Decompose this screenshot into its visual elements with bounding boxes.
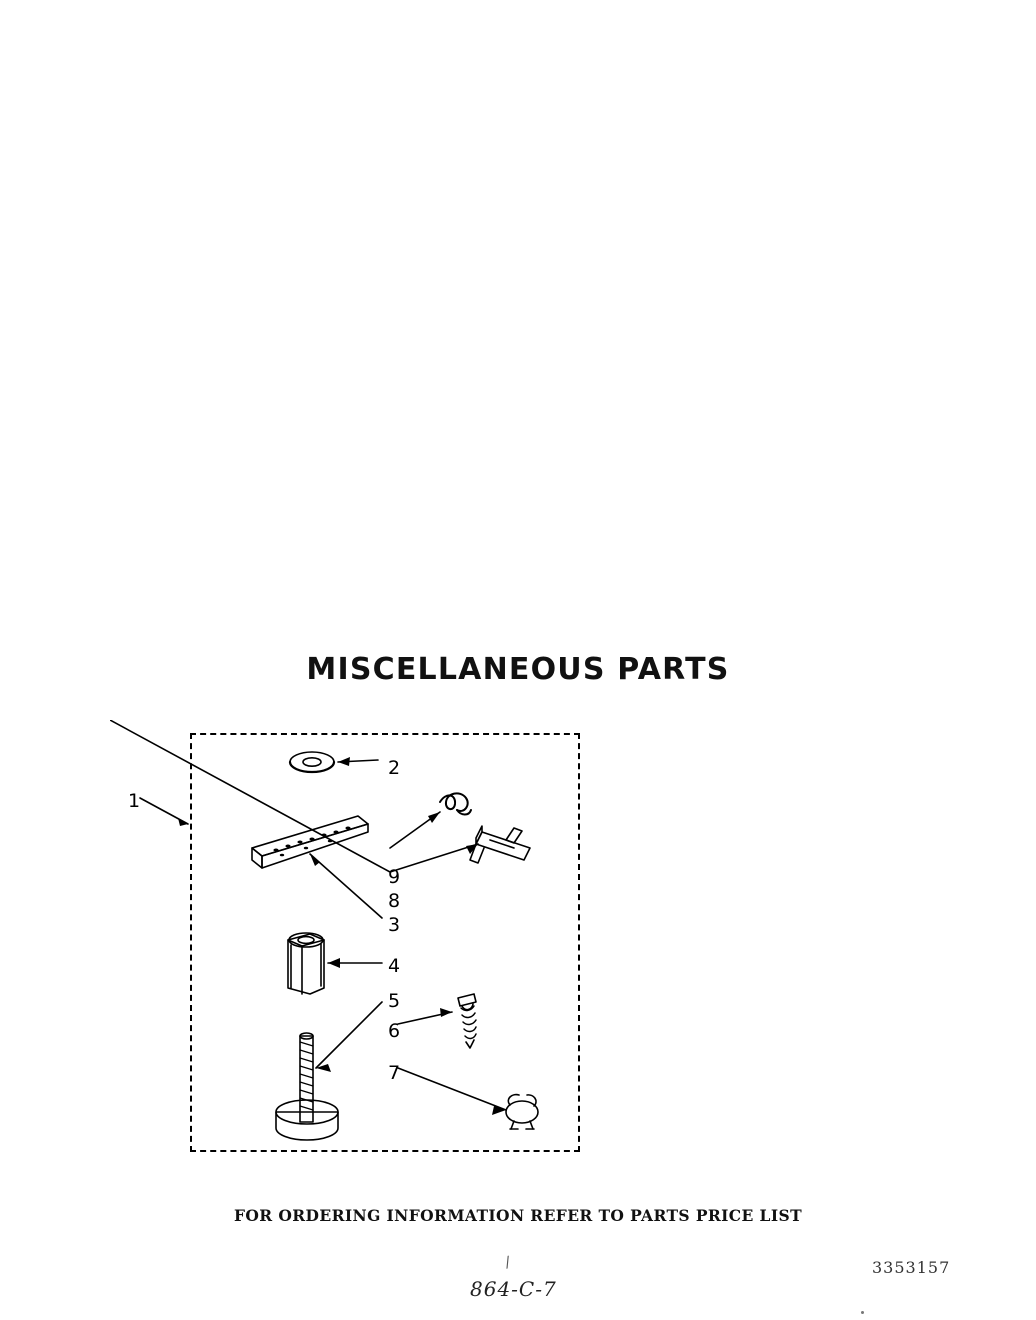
callout-7: 7 [388, 1062, 401, 1084]
part-hose-clamp [506, 1095, 538, 1129]
leader-line-6 [398, 1008, 452, 1024]
callout-1: 1 [128, 790, 141, 812]
part-hex-spacer-nut [288, 933, 324, 994]
leader-line-1 [140, 798, 188, 826]
leader-line-7 [398, 1068, 506, 1115]
page-title: MISCELLANEOUS PARTS [306, 652, 730, 687]
part-perforated-bracket-strip [252, 816, 368, 868]
part-short-spring-screw [458, 994, 476, 1048]
sheet-code: 864-C-7 [470, 1277, 557, 1301]
leader-line-3 [310, 854, 382, 918]
scan-speck [861, 1311, 864, 1314]
callout-4: 4 [388, 955, 401, 977]
page-mark: / [503, 1252, 512, 1272]
callout-5: 5 [388, 990, 401, 1012]
part-flat-washer [290, 752, 334, 772]
parts-illustration [110, 720, 610, 1170]
ordering-information-note: FOR ORDERING INFORMATION REFER TO PARTS PRICE LIST [233, 1206, 803, 1225]
leader-line-2 [338, 757, 378, 766]
part-wire-clip [440, 793, 471, 814]
callout-9: 9 [388, 866, 401, 888]
callout-8: 8 [388, 890, 401, 912]
leader-line-9 [390, 812, 440, 848]
callout-3: 3 [388, 914, 401, 936]
part-latch-strike [470, 826, 530, 863]
leader-line-8 [110, 720, 478, 872]
part-leveling-leg-screw [276, 1033, 338, 1140]
leader-line-4 [328, 958, 382, 968]
document-part-number: 3353157 [872, 1258, 951, 1277]
callout-2: 2 [388, 757, 401, 779]
callout-6: 6 [388, 1020, 401, 1042]
leader-line-5 [316, 1002, 382, 1072]
